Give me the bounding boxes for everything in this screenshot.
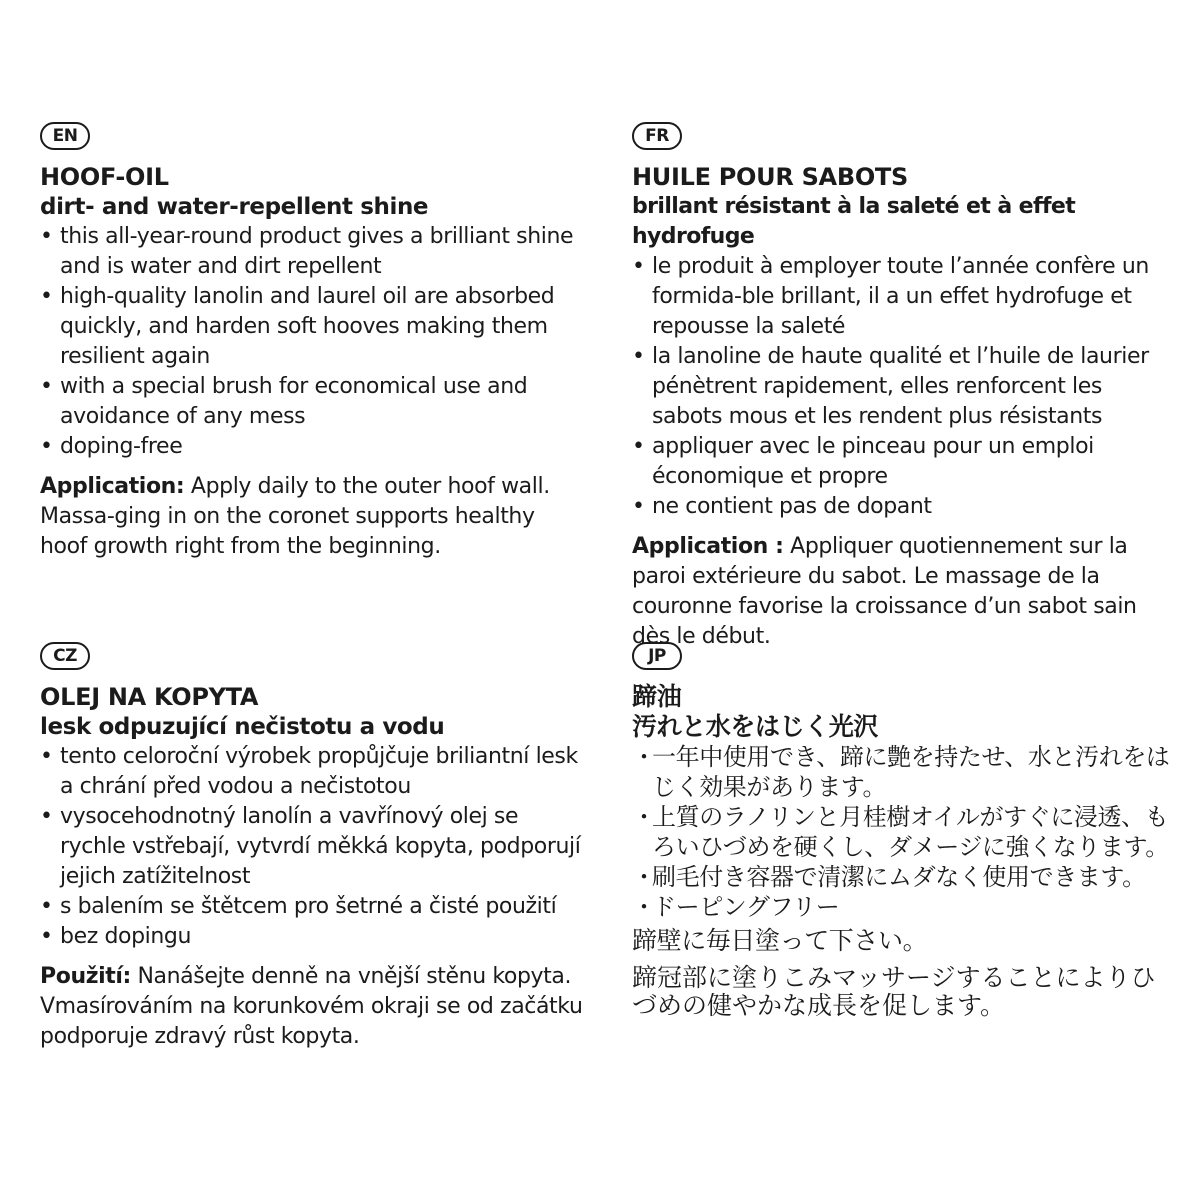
application-label: Application: xyxy=(40,474,185,499)
feature-item: ・ 一年中使用でき、蹄に艶を持たせ、水と汚れをはじく効果があります。 xyxy=(632,743,1170,801)
product-subtitle-en: dirt- and water-repellent shine xyxy=(40,194,429,220)
panel-en xyxy=(40,122,585,562)
feature-item: • with a special brush for economical use and avoidance of any mess xyxy=(40,374,528,429)
product-title-jp: 蹄油 xyxy=(632,682,682,711)
panel-fr xyxy=(632,122,1172,652)
feature-item: ・ 上質のラノリンと月桂樹オイルがすぐに浸透、もろいひづめを硬くし、ダメージに強くなります。 xyxy=(632,803,1169,861)
feature-item: ・ ドーピングフリー xyxy=(632,893,840,921)
panel-cz xyxy=(40,642,585,1052)
feature-item: • this all-year-round product gives a brilliant shine and is water and dirt repellent xyxy=(40,224,574,279)
application-label: Application : xyxy=(632,534,784,559)
product-title-en: HOOF-OIL xyxy=(40,163,169,191)
feature-item: • doping-free xyxy=(40,434,183,459)
feature-item: • bez dopingu xyxy=(40,924,191,949)
feature-item: • vysocehodnotný lanolín a vavřínový olej se rychle vstřebají, vytvrdí měkká kopyta, podporují jejich zatížitelnost xyxy=(40,804,581,889)
product-subtitle-fr: brillant résistant à la saleté et à effet hydrofuge xyxy=(632,194,1076,249)
feature-item: • s balením se štětcem pro šetrné a čisté použití xyxy=(40,894,557,919)
feature-item: • high-quality lanolin and laurel oil are absorbed quickly, and harden soft hooves making them resilient again xyxy=(40,284,555,369)
application-label: Použití: xyxy=(40,964,131,989)
application-text-jp-line2: 蹄冠部に塗りこみマッサージすることによりひづめの健やかな成長を促します。 xyxy=(632,963,1156,1020)
application-text-fr: Application : Appliquer quotiennement sur la paroi extérieure du sabot. Le massage de la couronne favorise la croissance d’un sabot sain dès le début. xyxy=(632,534,1137,649)
feature-item: • la lanoline de haute qualité et l’huile de laurier pénètrent rapidement, elles renforcent les sabots mous et les rendent plus résistants xyxy=(632,344,1149,429)
language-badge-en: EN xyxy=(40,122,90,150)
feature-item: • appliquer avec le pinceau pour un emploi économique et propre xyxy=(632,434,1094,489)
feature-list-cz xyxy=(40,742,585,952)
feature-item: • ne contient pas de dopant xyxy=(632,494,932,519)
feature-item: • tento celoroční výrobek propůjčuje briliantní lesk a chrání před vodou a nečistotou xyxy=(40,744,578,799)
feature-item: • le produit à employer toute l’année confère un formida-ble brillant, il a un effet hydrofuge et repousse la saleté xyxy=(632,254,1149,339)
product-title-cz: OLEJ NA KOPYTA xyxy=(40,683,259,711)
panel-jp xyxy=(632,642,1172,1020)
feature-list-fr xyxy=(632,252,1172,522)
language-badge-fr: FR xyxy=(632,122,682,150)
product-title-fr: HUILE POUR SABOTS xyxy=(632,163,908,191)
language-badge-cz: CZ xyxy=(40,642,90,670)
application-text-en: Application: Apply daily to the outer hoof wall. Massa-ging in on the coronet supports healthy hoof growth right from the beginning. xyxy=(40,474,550,559)
feature-list-en xyxy=(40,222,585,462)
language-badge-jp: JP xyxy=(632,642,682,670)
product-subtitle-cz: lesk odpuzující nečistotu a vodu xyxy=(40,714,445,740)
feature-list-jp xyxy=(632,742,1172,922)
application-text-jp-line1: 蹄壁に毎日塗って下さい。 xyxy=(632,926,928,955)
application-text-cz: Použití: Nanášejte denně na vnější stěnu kopyta. Vmasírováním na korunkovém okraji se od začátku podporuje zdravý růst kopyta. xyxy=(40,964,583,1049)
feature-item: ・ 刷毛付き容器で清潔にムダなく使用できます。 xyxy=(632,863,1146,891)
product-subtitle-jp: 汚れと水をはじく光沢 xyxy=(632,712,879,741)
